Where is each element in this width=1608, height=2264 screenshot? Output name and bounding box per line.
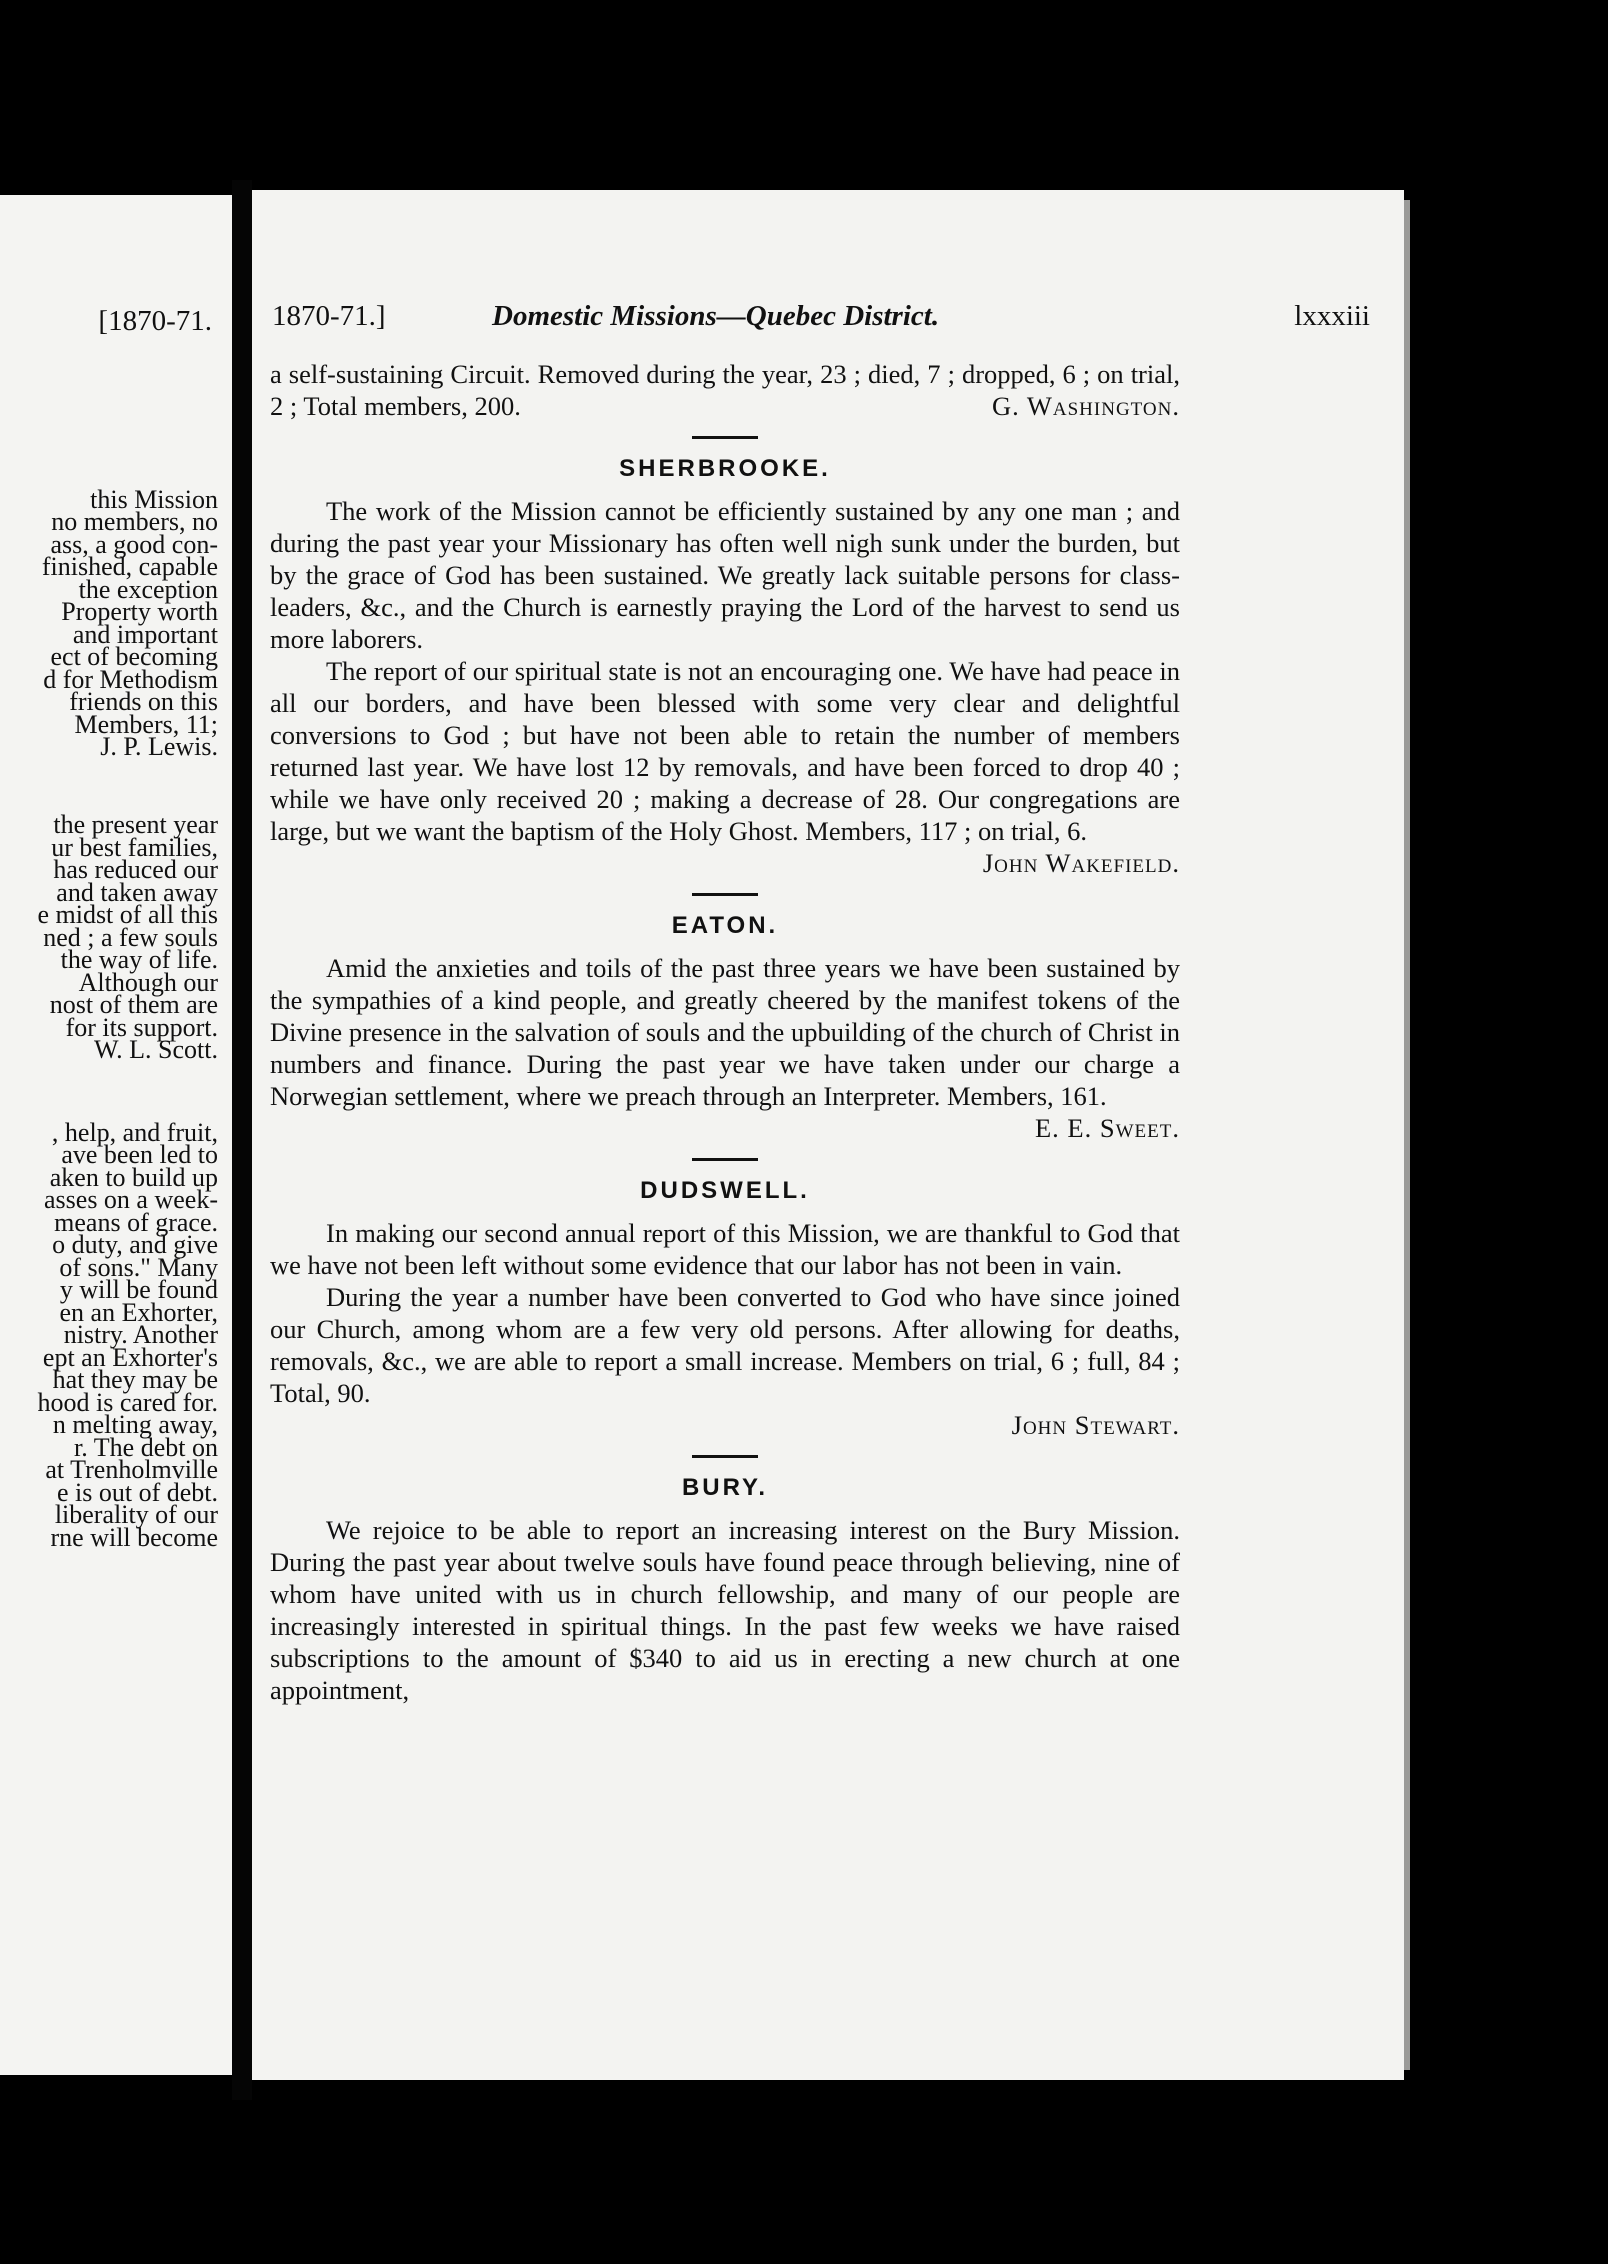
left-page-line: means of grace.	[54, 1208, 218, 1237]
book-gutter	[232, 180, 252, 2100]
left-page-line: d for Methodism	[43, 665, 218, 694]
left-page-line: e midst of all this	[37, 900, 218, 929]
section-title: EATON.	[671, 912, 779, 939]
left-page-line: ur best families,	[51, 833, 218, 862]
section-title: DUDSWELL.	[640, 1177, 810, 1204]
left-page-line: nistry. Another	[63, 1320, 218, 1349]
left-page-line: finished, capable	[41, 552, 218, 581]
right-page	[252, 190, 1404, 2080]
intro-signature: G. Washington.	[991, 391, 1180, 421]
left-page-line: o duty, and give	[52, 1230, 218, 1259]
section-paragraph: We rejoice to be able to report an increasing interest on the Bury Mission. During the past year about twelve souls have found peace through believing, nine of whom have united with us in church fellowship, and many of our people are increasingly interested in spiritual things. In the past few weeks we have raised subscriptions to the amount of $340 to aid us in erecting a new church at one appointment,	[270, 1515, 1180, 1705]
left-page-line: ave been led to	[61, 1140, 218, 1169]
left-page-line: r. The debt on	[74, 1433, 218, 1462]
section-signature: John Wakefield.	[982, 848, 1180, 878]
page-edge	[1404, 200, 1410, 2070]
section-paragraph: During the year a number have been converted to God who have since joined our Church, among whom are a few very old persons. After allowing for deaths, removals, &c., we are able to report a small increase. Members on trial, 6 ; full, 84 ; Total, 90.	[270, 1282, 1180, 1408]
section-divider	[692, 893, 758, 896]
section-paragraph: Amid the anxieties and toils of the past three years we have been sustained by the sympathies of a kind people, and greatly cheered by the manifest tokens of the Divine presence in the salvation of souls and the upbuilding of the church of Christ in numbers and finance. During the past year we have taken under our charge a Norwegian settlement, where we preach through an Interpreter. Members, 161.	[270, 953, 1180, 1111]
section-divider	[692, 1455, 758, 1458]
left-page-line: friends on this	[69, 687, 218, 716]
left-page-line: and taken away	[56, 878, 218, 907]
section-paragraph: The report of our spiritual state is not an encouraging one. We have had peace in all our borders, and have been blessed with some very clear and delightful conversions to God ; but have not been able to retain the number of members returned last year. We have lost 12 by removals, and have been forced to drop 40 ; while we have only received 20 ; making a decrease of 28. Our congregations are large, but we want the baptism of the Holy Ghost. Members, 117 ; on trial, 6.	[270, 656, 1180, 846]
left-page-line: W. L. Scott.	[94, 1035, 218, 1064]
section-paragraph: The work of the Mission cannot be efficiently sustained by any one man ; and during the past year your Missionary has often well nigh sunk under the burden, but by the grace of God has been sustained. We greatly lack suitable persons for class-leaders, &c., and the Church is earnestly praying the Lord of the harvest to send us more laborers.	[270, 496, 1180, 654]
intro-paragraph	[270, 358, 1180, 422]
left-page-line: of sons." Many	[59, 1253, 218, 1282]
left-page-line: the way of life.	[60, 945, 218, 974]
section-divider	[692, 436, 758, 439]
left-page-line: Property worth	[61, 597, 218, 626]
left-page-line: asses on a week-	[44, 1185, 218, 1214]
section-title: SHERBROOKE.	[619, 455, 831, 482]
left-page-line: the exception	[78, 575, 218, 604]
left-page-line: y will be found	[59, 1275, 218, 1304]
running-header	[272, 300, 1392, 340]
left-page-line: for its support.	[65, 1013, 218, 1042]
left-page-line: no members, no	[51, 507, 218, 536]
left-page-line: liberality of our	[54, 1500, 218, 1529]
header-year: 1870-71.]	[272, 300, 386, 332]
section-title: BURY.	[681, 1474, 769, 1501]
left-page-line: ned ; a few souls	[43, 923, 218, 952]
left-page-line: J. P. Lewis.	[100, 732, 218, 761]
section-divider	[692, 1158, 758, 1161]
left-page-line: hat they may be	[52, 1365, 218, 1394]
left-page-line: hood is cared for.	[37, 1388, 218, 1417]
left-page-line: e is out of debt.	[56, 1478, 218, 1507]
left-page-line: has reduced our	[53, 855, 218, 884]
left-page-line: en an Exhorter,	[59, 1298, 218, 1327]
left-page-line: at Trenholmville	[45, 1455, 218, 1484]
left-page-line: rne will become	[50, 1523, 218, 1552]
left-page-line: ect of becoming	[50, 642, 218, 671]
left-page-line: Although our	[78, 968, 218, 997]
left-page-line: the present year	[53, 810, 218, 839]
left-page-line: , help, and fruit,	[51, 1118, 218, 1147]
left-page-line: ept an Exhorter's	[42, 1343, 218, 1372]
section-signature: E. E. Sweet.	[1035, 1113, 1180, 1143]
section-signature: John Stewart.	[1011, 1410, 1180, 1440]
sections	[270, 436, 1180, 1706]
left-facing-page	[0, 195, 232, 2075]
left-page-line: this Mission	[90, 485, 218, 514]
left-page-header: [1870-71.	[98, 305, 212, 337]
left-page-line: ass, a good con-	[50, 530, 218, 559]
left-page-line: nost of them are	[49, 990, 218, 1019]
page-number: lxxxiii	[1294, 300, 1370, 332]
header-title: Domestic Missions—Quebec District.	[492, 300, 940, 332]
left-page-line: Members, 11;	[74, 710, 218, 739]
left-page-line: and important	[72, 620, 218, 649]
left-page-line: aken to build up	[49, 1163, 218, 1192]
left-page-line: n melting away,	[52, 1410, 218, 1439]
intro-text: a self-sustaining Circuit. Removed during the year, 23 ; died, 7 ; dropped, 6 ; on trial, 2 ; Total members, 200.	[270, 359, 1180, 421]
page-body	[270, 358, 1180, 1706]
section-paragraph: In making our second annual report of this Mission, we are thankful to God that we have not been left without some evidence that our labor has not been in vain.	[270, 1218, 1180, 1280]
